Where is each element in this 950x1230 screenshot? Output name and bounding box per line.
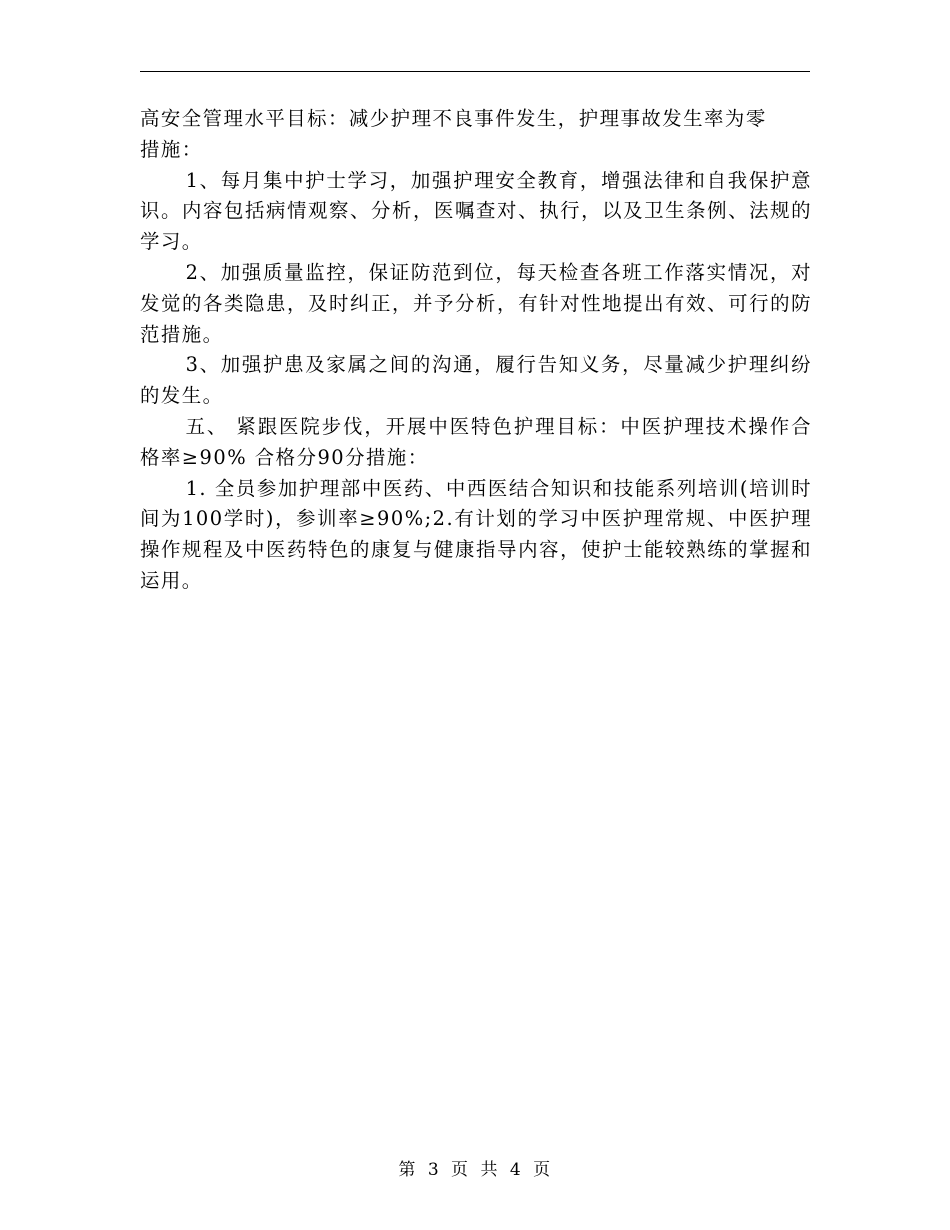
document-body bbox=[140, 104, 812, 597]
paragraph-5: 3、加强护患及家属之间的沟通，履行告知义务，尽量减少护理纠纷的发生。 bbox=[140, 353, 812, 408]
header-rule bbox=[140, 71, 810, 72]
page-number-footer: 第 3 页 共 4 页 bbox=[398, 1160, 552, 1180]
paragraph-3: 1、每月集中护士学习，加强护理安全教育，增强法律和自我保护意识。内容包括病情观察、分析，医嘱查对、执行，以及卫生条例、法规的学习。 bbox=[140, 168, 812, 254]
paragraph-4: 2、加强质量监控，保证防范到位，每天检查各班工作落实情况，对发觉的各类隐患，及时纠正，并予分析，有针对性地提出有效、可行的防范措施。 bbox=[140, 260, 812, 346]
paragraph-6: 五、 紧跟医院步伐，开展中医特色护理目标：中医护理技术操作合格率≥90% 合格分90分措施： bbox=[140, 414, 812, 469]
paragraph-1: 高安全管理水平目标：减少护理不良事件发生，护理事故发生率为零 bbox=[140, 107, 767, 130]
paragraph-2: 措施： bbox=[140, 137, 203, 161]
paragraph-7: 1. 全员参加护理部中医药、中西医结合知识和技能系列培训(培训时间为100学时)，参训率≥90%;2.有计划的学习中医护理常规、中医护理操作规程及中医药特色的康复与健康指导内容，使护士能较熟练的掌握和运用。 bbox=[140, 476, 812, 592]
